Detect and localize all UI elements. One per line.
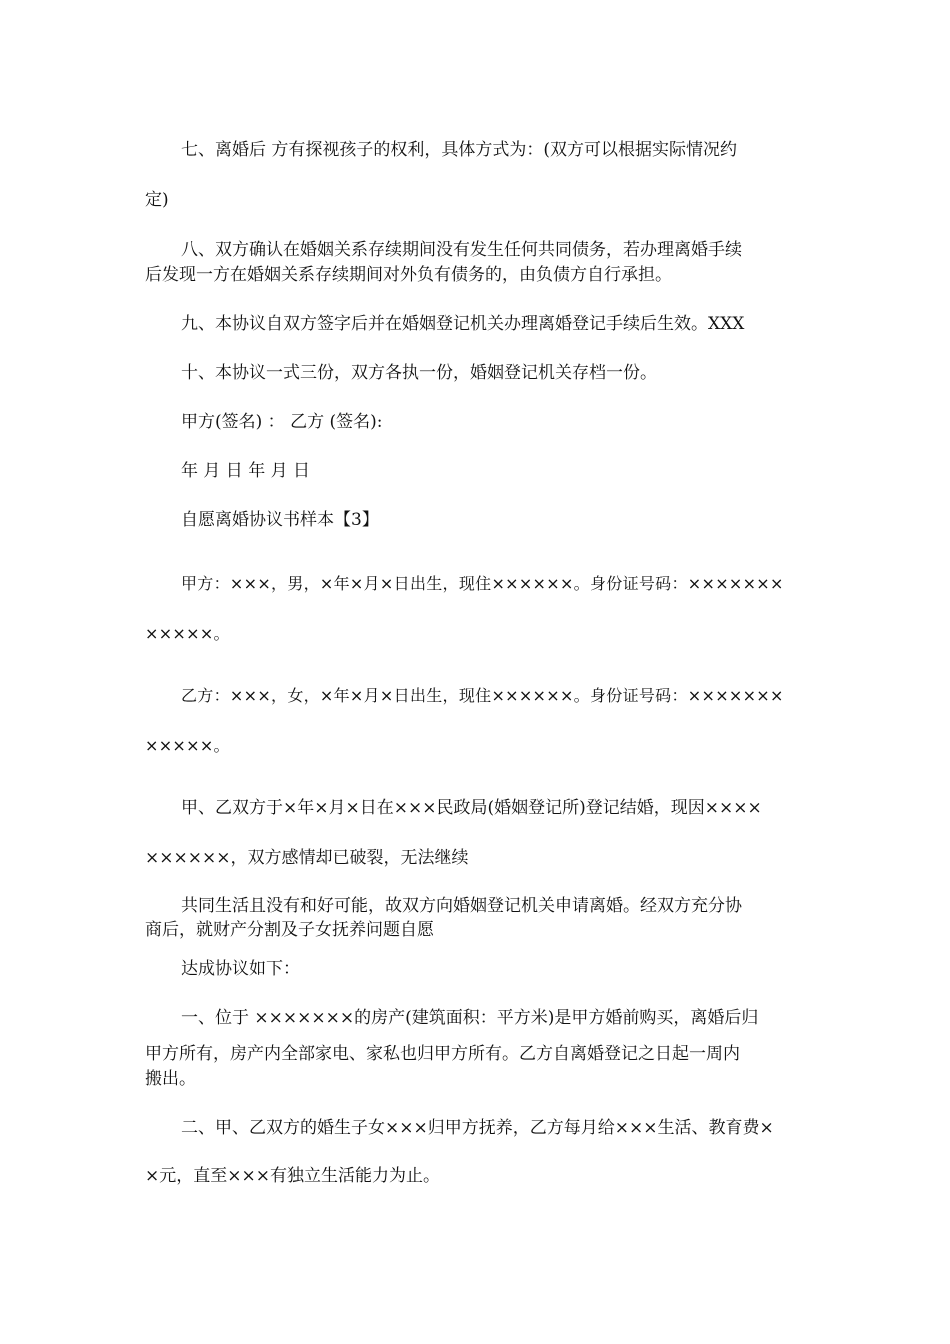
- property-clause-line-1: 一、位于 ×××××××的房产(建筑面积：平方米)是甲方婚前购买，离婚后归: [181, 1008, 759, 1028]
- child-clause-line-2: ×元，直至×××有独立生活能力为止。: [145, 1166, 440, 1186]
- date-line: 年 月 日 年 月 日: [181, 461, 311, 481]
- application-line-1: 共同生活且没有和好可能，故双方向婚姻登记机关申请离婚。经双方充分协: [181, 896, 742, 916]
- clause-9: 九、本协议自双方签字后并在婚姻登记机关办理离婚登记手续后生效。XXX: [181, 314, 745, 334]
- party-b-line-1: 乙方：×××，女，×年×月×日出生，现住××××××。身份证号码：×××××××: [181, 686, 784, 705]
- property-clause-line-3: 搬出。: [145, 1069, 196, 1089]
- marriage-line-2: ××××××，双方感情却已破裂，无法继续: [145, 848, 469, 868]
- property-clause-line-2: 甲方所有，房产内全部家电、家私也归甲方所有。乙方自离婚登记之日起一周内: [145, 1044, 740, 1064]
- clause-8-line-2: 后发现一方在婚姻关系存续期间对外负有债务的，由负债方自行承担。: [145, 265, 672, 285]
- clause-7-line-2: 定): [145, 190, 169, 210]
- clause-10: 十、本协议一式三份，双方各执一份，婚姻登记机关存档一份。: [181, 363, 657, 383]
- party-b-line-2: ×××××。: [145, 736, 230, 755]
- clause-7-line-1: 七、离婚后 方有探视孩子的权利，具体方式为：(双方可以根据实际情况约: [181, 140, 738, 160]
- signature-line: 甲方(签名) ： 乙方 (签名):: [181, 412, 383, 432]
- child-clause-line-1: 二、甲、乙双方的婚生子女×××归甲方抚养，乙方每月给×××生活、教育费×: [181, 1118, 774, 1138]
- party-a-line-2: ×××××。: [145, 624, 230, 643]
- section-title: 自愿离婚协议书样本【3】: [181, 510, 379, 530]
- marriage-line-1: 甲、乙双方于×年×月×日在×××民政局(婚姻登记所)登记结婚，现因××××: [181, 798, 762, 818]
- application-line-2: 商后，就财产分割及子女抚养问题自愿: [145, 920, 434, 940]
- agreement-intro: 达成协议如下：: [181, 959, 300, 979]
- party-a-line-1: 甲方：×××，男，×年×月×日出生，现住××××××。身份证号码：×××××××: [181, 574, 784, 593]
- clause-8-line-1: 八、双方确认在婚姻关系存续期间没有发生任何共同债务，若办理离婚手续: [181, 240, 742, 260]
